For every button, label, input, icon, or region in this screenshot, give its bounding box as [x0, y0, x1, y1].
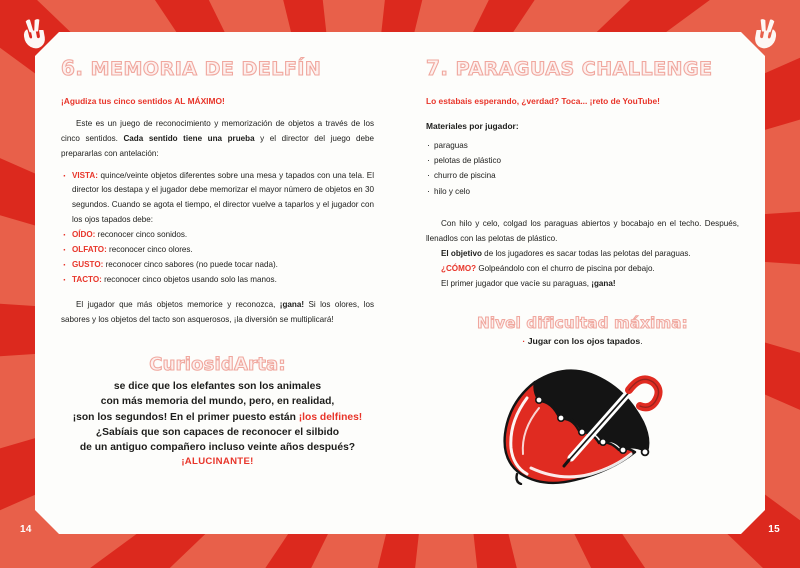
- curiosidarta-line-3-red: ¡los delfines!: [298, 411, 363, 423]
- winner-bold: ¡gana!: [591, 278, 616, 288]
- victory-hand-icon: [19, 17, 53, 51]
- sense-text: reconocer cinco sonidos.: [95, 230, 188, 240]
- sense-text: reconocer cinco olores.: [106, 245, 193, 255]
- left-lead-bold: AL MÁXIMO!: [174, 96, 225, 106]
- right-lead-line: Lo estabais esperando, ¿verdad? Toca... ¡reto de YouTube!: [426, 96, 660, 106]
- sense-text: quince/veinte objetos diferentes sobre una mesa y tapados con una tela. El director los destapa y el jugador debe memorizar el mayor número de objetos en 30 segundos. Cuando se agota el tiempo, el director vuelve a taparlos y el jugador con los ojos tapados debe:: [72, 170, 374, 225]
- left-lead-plain: ¡Agudiza tus cinco sentidos: [61, 96, 175, 106]
- left-closing-b: Si los olores, los sabores y los objetos del tacto son asquerosos, ¡la diversión se multiplicará!: [61, 300, 375, 325]
- curiosidarta-block: [61, 354, 374, 467]
- materials-list: [426, 138, 739, 200]
- left-intro-b: y el director del juego debe prepararlas con antelación:: [61, 133, 374, 158]
- curiosidarta-title: CuriosidArta:: [149, 354, 286, 376]
- nivel-item: [426, 336, 739, 346]
- list-item: [61, 258, 374, 273]
- curiosidarta-line-2: con más memoria del mundo, pero, en realidad,: [100, 396, 335, 408]
- umbrella-icon: [483, 360, 683, 485]
- page-number-left: 14: [20, 524, 32, 535]
- right-title-number: 7.: [426, 56, 449, 80]
- left-title-text: MEMORIA DE DELFÍN: [90, 58, 322, 80]
- curiosidarta-line-1: se dice que los elefantes son los animales: [113, 381, 322, 393]
- list-item: · churro de piscina: [426, 168, 739, 183]
- curiosidarta-line-3: [61, 410, 374, 425]
- curiosidarta-line-4: ¿Sabíais que son capaces de reconocer el silbido: [95, 426, 340, 438]
- list-item: [61, 228, 374, 243]
- curiosidarta-exclamation: ¡ALUCINANTE!: [181, 456, 254, 468]
- curiosidarta-line-3-plain: ¡son los segundos! En el primer puesto están: [72, 411, 299, 423]
- curiosidarta-line-5: de un antiguo compañero incluso veinte años después?: [79, 442, 356, 454]
- curiosidarta-body: [61, 379, 374, 455]
- left-closing-paragraph: [61, 298, 374, 328]
- left-page-title: [61, 56, 374, 80]
- sense-label: VISTA:: [72, 170, 98, 180]
- right-objective-line: [426, 247, 739, 262]
- sense-label: GUSTO:: [72, 260, 104, 270]
- left-lead-line: [61, 95, 374, 108]
- winner-a: El primer jugador que vacíe su paraguas,: [441, 278, 592, 288]
- left-title-number: 6.: [61, 56, 84, 80]
- right-para-1: Con hilo y celo, colgad los paraguas abiertos y bocabajo en el techo. Después, llenadlos con las pelotas de plástico.: [426, 219, 739, 244]
- how-rest: Golpeándolo con el churro de piscina por debajo.: [476, 264, 655, 274]
- list-item: [61, 243, 374, 258]
- senses-list: [61, 169, 374, 289]
- list-item: · hilo y celo: [426, 184, 739, 199]
- objective-rest: de los jugadores es sacar todas las pelotas del paraguas.: [481, 249, 691, 259]
- list-item: [61, 273, 374, 288]
- right-winner-line: [426, 277, 739, 292]
- right-how-line: [426, 262, 739, 277]
- nivel-dificultad-block: [426, 314, 739, 346]
- list-item: · pelotas de plástico: [426, 153, 739, 168]
- left-closing-bold: ¡gana!: [279, 300, 305, 310]
- sense-label: TACTO:: [72, 275, 102, 285]
- left-page: [35, 32, 400, 534]
- left-intro-paragraph: [61, 117, 374, 162]
- right-title-text: PARAGUAS CHALLENGE: [455, 58, 713, 80]
- left-intro-a: Este es un juego de reconocimiento y memorización de objetos a través de los cinco sentidos.: [61, 118, 374, 143]
- victory-hand-icon: [747, 17, 781, 51]
- sense-label: OÍDO:: [72, 230, 96, 240]
- left-closing-a: El jugador que más objetos memorice y reconozca,: [76, 300, 280, 310]
- nivel-title: Nivel dificultad máxima:: [477, 313, 688, 332]
- sense-text: reconocer cinco objetos usando solo las manos.: [101, 275, 277, 285]
- materials-heading: Materiales por jugador:: [426, 120, 519, 131]
- objective-bold: El objetivo: [441, 249, 482, 259]
- nivel-item-bold: Jugar con los ojos tapados: [527, 335, 641, 346]
- left-intro-bold: Cada sentido tiene una prueba: [123, 133, 255, 143]
- list-item: [61, 169, 374, 229]
- page-number-right: 15: [768, 524, 780, 535]
- nivel-item-end: .: [640, 335, 643, 346]
- sense-text: reconocer cinco sabores (no puede tocar nada).: [103, 260, 278, 270]
- right-page-title: [426, 56, 739, 80]
- bullet-dot: ·: [522, 335, 526, 346]
- list-item: · paraguas: [426, 138, 739, 153]
- right-page: [400, 32, 765, 534]
- how-label: ¿CÓMO?: [441, 264, 477, 274]
- sense-label: OLFATO:: [72, 245, 107, 255]
